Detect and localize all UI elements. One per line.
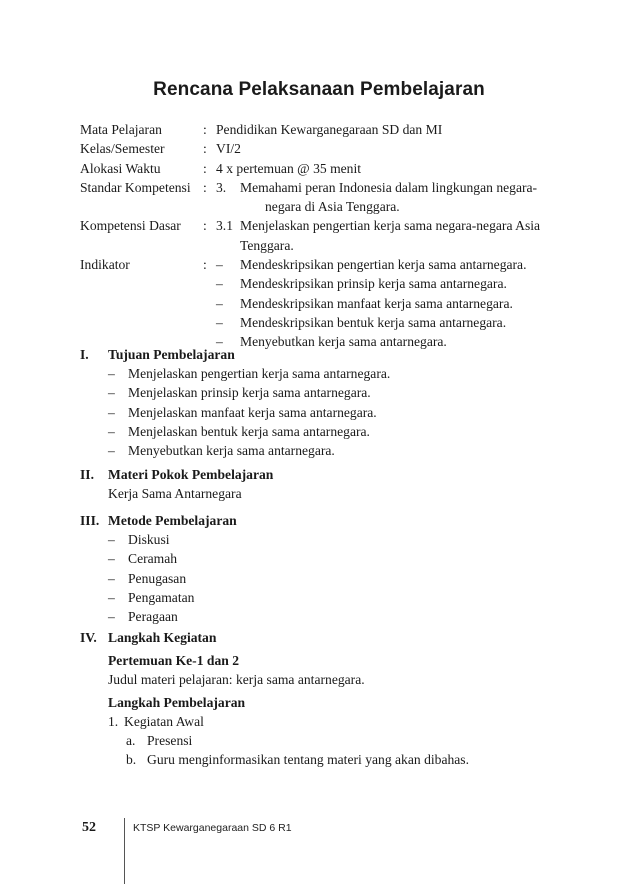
indikator-item: Mendeskripsikan pengertian kerja sama antarnegara. bbox=[240, 257, 527, 273]
list-item bbox=[80, 422, 580, 441]
footer-divider bbox=[124, 818, 125, 884]
section-heading: Tujuan Pembelajaran bbox=[108, 347, 235, 362]
indikator-item: Mendeskripsikan prinsip kerja sama antarnegara. bbox=[240, 276, 507, 292]
list-item bbox=[80, 383, 580, 402]
judul-materi: Judul materi pelajaran: kerja sama antarnegara. bbox=[108, 672, 365, 688]
dash-bullet: – bbox=[216, 276, 223, 292]
dash-bullet: – bbox=[108, 366, 115, 382]
lettered-item bbox=[80, 731, 580, 750]
item-letter: a. bbox=[126, 732, 136, 748]
section-heading-row bbox=[80, 345, 580, 364]
dash-bullet: – bbox=[108, 423, 115, 439]
meta-text-continued: Tenggara. bbox=[240, 237, 294, 253]
item-text: Kegiatan Awal bbox=[124, 713, 204, 729]
section-number: IV. bbox=[80, 630, 97, 645]
list-item bbox=[80, 569, 580, 588]
meta-row-kd-cont bbox=[80, 236, 580, 255]
meta-text: Menjelaskan pengertian kerja sama negara-negara Asia bbox=[240, 218, 541, 234]
subheading-row bbox=[80, 651, 580, 670]
dash-bullet: – bbox=[108, 570, 115, 586]
list-item bbox=[80, 588, 580, 607]
meta-colon: : bbox=[203, 141, 207, 157]
dash-bullet: – bbox=[108, 608, 115, 624]
section-heading: Langkah Kegiatan bbox=[108, 630, 217, 645]
section-metode bbox=[80, 511, 580, 626]
meta-text: Memahami peran Indonesia dalam lingkungan negara- bbox=[240, 179, 538, 195]
meta-row-sk bbox=[80, 178, 580, 197]
meta-row-alokasi bbox=[80, 159, 580, 178]
section-tujuan bbox=[80, 345, 580, 460]
list-item bbox=[80, 530, 580, 549]
section-materi bbox=[80, 465, 580, 503]
item-number: 1. bbox=[108, 713, 119, 729]
meta-label: Alokasi Waktu bbox=[80, 160, 161, 176]
meta-row-kd bbox=[80, 216, 580, 235]
lettered-item bbox=[80, 750, 580, 769]
meta-colon: : bbox=[203, 179, 207, 195]
indikator-item: Mendeskripsikan manfaat kerja sama antarnegara. bbox=[240, 295, 513, 311]
meta-row-kelas bbox=[80, 139, 580, 158]
list-item bbox=[80, 607, 580, 626]
meta-row-indikator bbox=[80, 294, 580, 313]
list-item-text: Penugasan bbox=[128, 570, 187, 586]
meta-colon: : bbox=[203, 218, 207, 234]
list-item-text: Pengamatan bbox=[128, 589, 195, 605]
page-number: 52 bbox=[82, 820, 96, 835]
meta-label: Indikator bbox=[80, 257, 130, 273]
list-item-text: Menjelaskan manfaat kerja sama antarnegara. bbox=[128, 404, 377, 420]
dash-bullet: – bbox=[216, 314, 223, 330]
meta-colon: : bbox=[203, 122, 207, 137]
dash-bullet: – bbox=[216, 295, 223, 311]
list-item-text: Ceramah bbox=[128, 551, 178, 567]
list-item-text: Diskusi bbox=[128, 532, 170, 548]
indikator-item: Menyebutkan kerja sama antarnegara. bbox=[240, 334, 447, 350]
section-number: II. bbox=[80, 467, 94, 482]
dash-bullet: – bbox=[216, 257, 223, 273]
meta-text-continued: negara di Asia Tenggara. bbox=[265, 199, 400, 215]
meta-row-indikator bbox=[80, 255, 580, 274]
section-text-row bbox=[80, 670, 580, 689]
list-item bbox=[80, 364, 580, 383]
item-letter: b. bbox=[126, 752, 137, 768]
meta-number: 3.1 bbox=[216, 218, 233, 234]
meta-colon: : bbox=[203, 160, 207, 176]
list-item-text: Menjelaskan bentuk kerja sama antarnegara. bbox=[128, 423, 370, 439]
section-heading-row bbox=[80, 628, 580, 647]
section-heading: Metode Pembelajaran bbox=[108, 513, 237, 528]
section-text: Kerja Sama Antarnegara bbox=[108, 486, 242, 502]
meta-row-mapel bbox=[80, 120, 580, 139]
meta-label: Kompetensi Dasar bbox=[80, 218, 181, 234]
indikator-item: Mendeskripsikan bentuk kerja sama antarnegara. bbox=[240, 314, 507, 330]
section-langkah bbox=[80, 628, 580, 769]
subheading-pertemuan: Pertemuan Ke-1 dan 2 bbox=[108, 653, 240, 669]
dash-bullet: – bbox=[108, 551, 115, 567]
meta-value: 4 x pertemuan @ 35 menit bbox=[216, 160, 362, 176]
section-heading-row bbox=[80, 465, 580, 484]
meta-number: 3. bbox=[216, 179, 227, 195]
meta-row-indikator bbox=[80, 313, 580, 332]
meta-row-sk-cont bbox=[80, 197, 580, 216]
numbered-item bbox=[80, 712, 580, 731]
list-item bbox=[80, 549, 580, 568]
meta-value: VI/2 bbox=[216, 141, 241, 157]
footer-book-title: KTSP Kewarganegaraan SD 6 R1 bbox=[133, 822, 292, 834]
section-number: III. bbox=[80, 513, 100, 528]
dash-bullet: – bbox=[216, 334, 223, 350]
list-item-text: Menyebutkan kerja sama antarnegara. bbox=[128, 442, 335, 458]
list-item bbox=[80, 403, 580, 422]
item-text: Guru menginformasikan tentang materi yang akan dibahas. bbox=[147, 752, 469, 768]
meta-colon: : bbox=[203, 257, 207, 273]
section-heading-row bbox=[80, 511, 580, 530]
dash-bullet: – bbox=[108, 589, 115, 605]
dash-bullet: – bbox=[108, 442, 115, 458]
dash-bullet: – bbox=[108, 385, 115, 401]
meta-label: Standar Kompetensi bbox=[80, 179, 191, 195]
meta-label: Mata Pelajaran bbox=[80, 122, 162, 137]
section-number: I. bbox=[80, 347, 89, 362]
page-title: Rencana Pelaksanaan Pembelajaran bbox=[153, 79, 485, 100]
list-item-text: Menjelaskan prinsip kerja sama antarnegara. bbox=[128, 385, 371, 401]
subheading-row bbox=[80, 693, 580, 712]
meta-label: Kelas/Semester bbox=[80, 141, 165, 157]
dash-bullet: – bbox=[108, 532, 115, 548]
item-text: Presensi bbox=[147, 732, 193, 748]
dash-bullet: – bbox=[108, 404, 115, 420]
meta-row-indikator bbox=[80, 274, 580, 293]
list-item-text: Peragaan bbox=[128, 608, 178, 624]
list-item bbox=[80, 441, 580, 460]
list-item-text: Menjelaskan pengertian kerja sama antarnegara. bbox=[128, 366, 391, 382]
subheading-langkah: Langkah Pembelajaran bbox=[108, 694, 246, 710]
section-text-row bbox=[80, 484, 580, 503]
section-heading: Materi Pokok Pembelajaran bbox=[108, 467, 274, 482]
meta-value: Pendidikan Kewarganegaraan SD dan MI bbox=[216, 122, 443, 137]
identity-block bbox=[80, 120, 580, 352]
